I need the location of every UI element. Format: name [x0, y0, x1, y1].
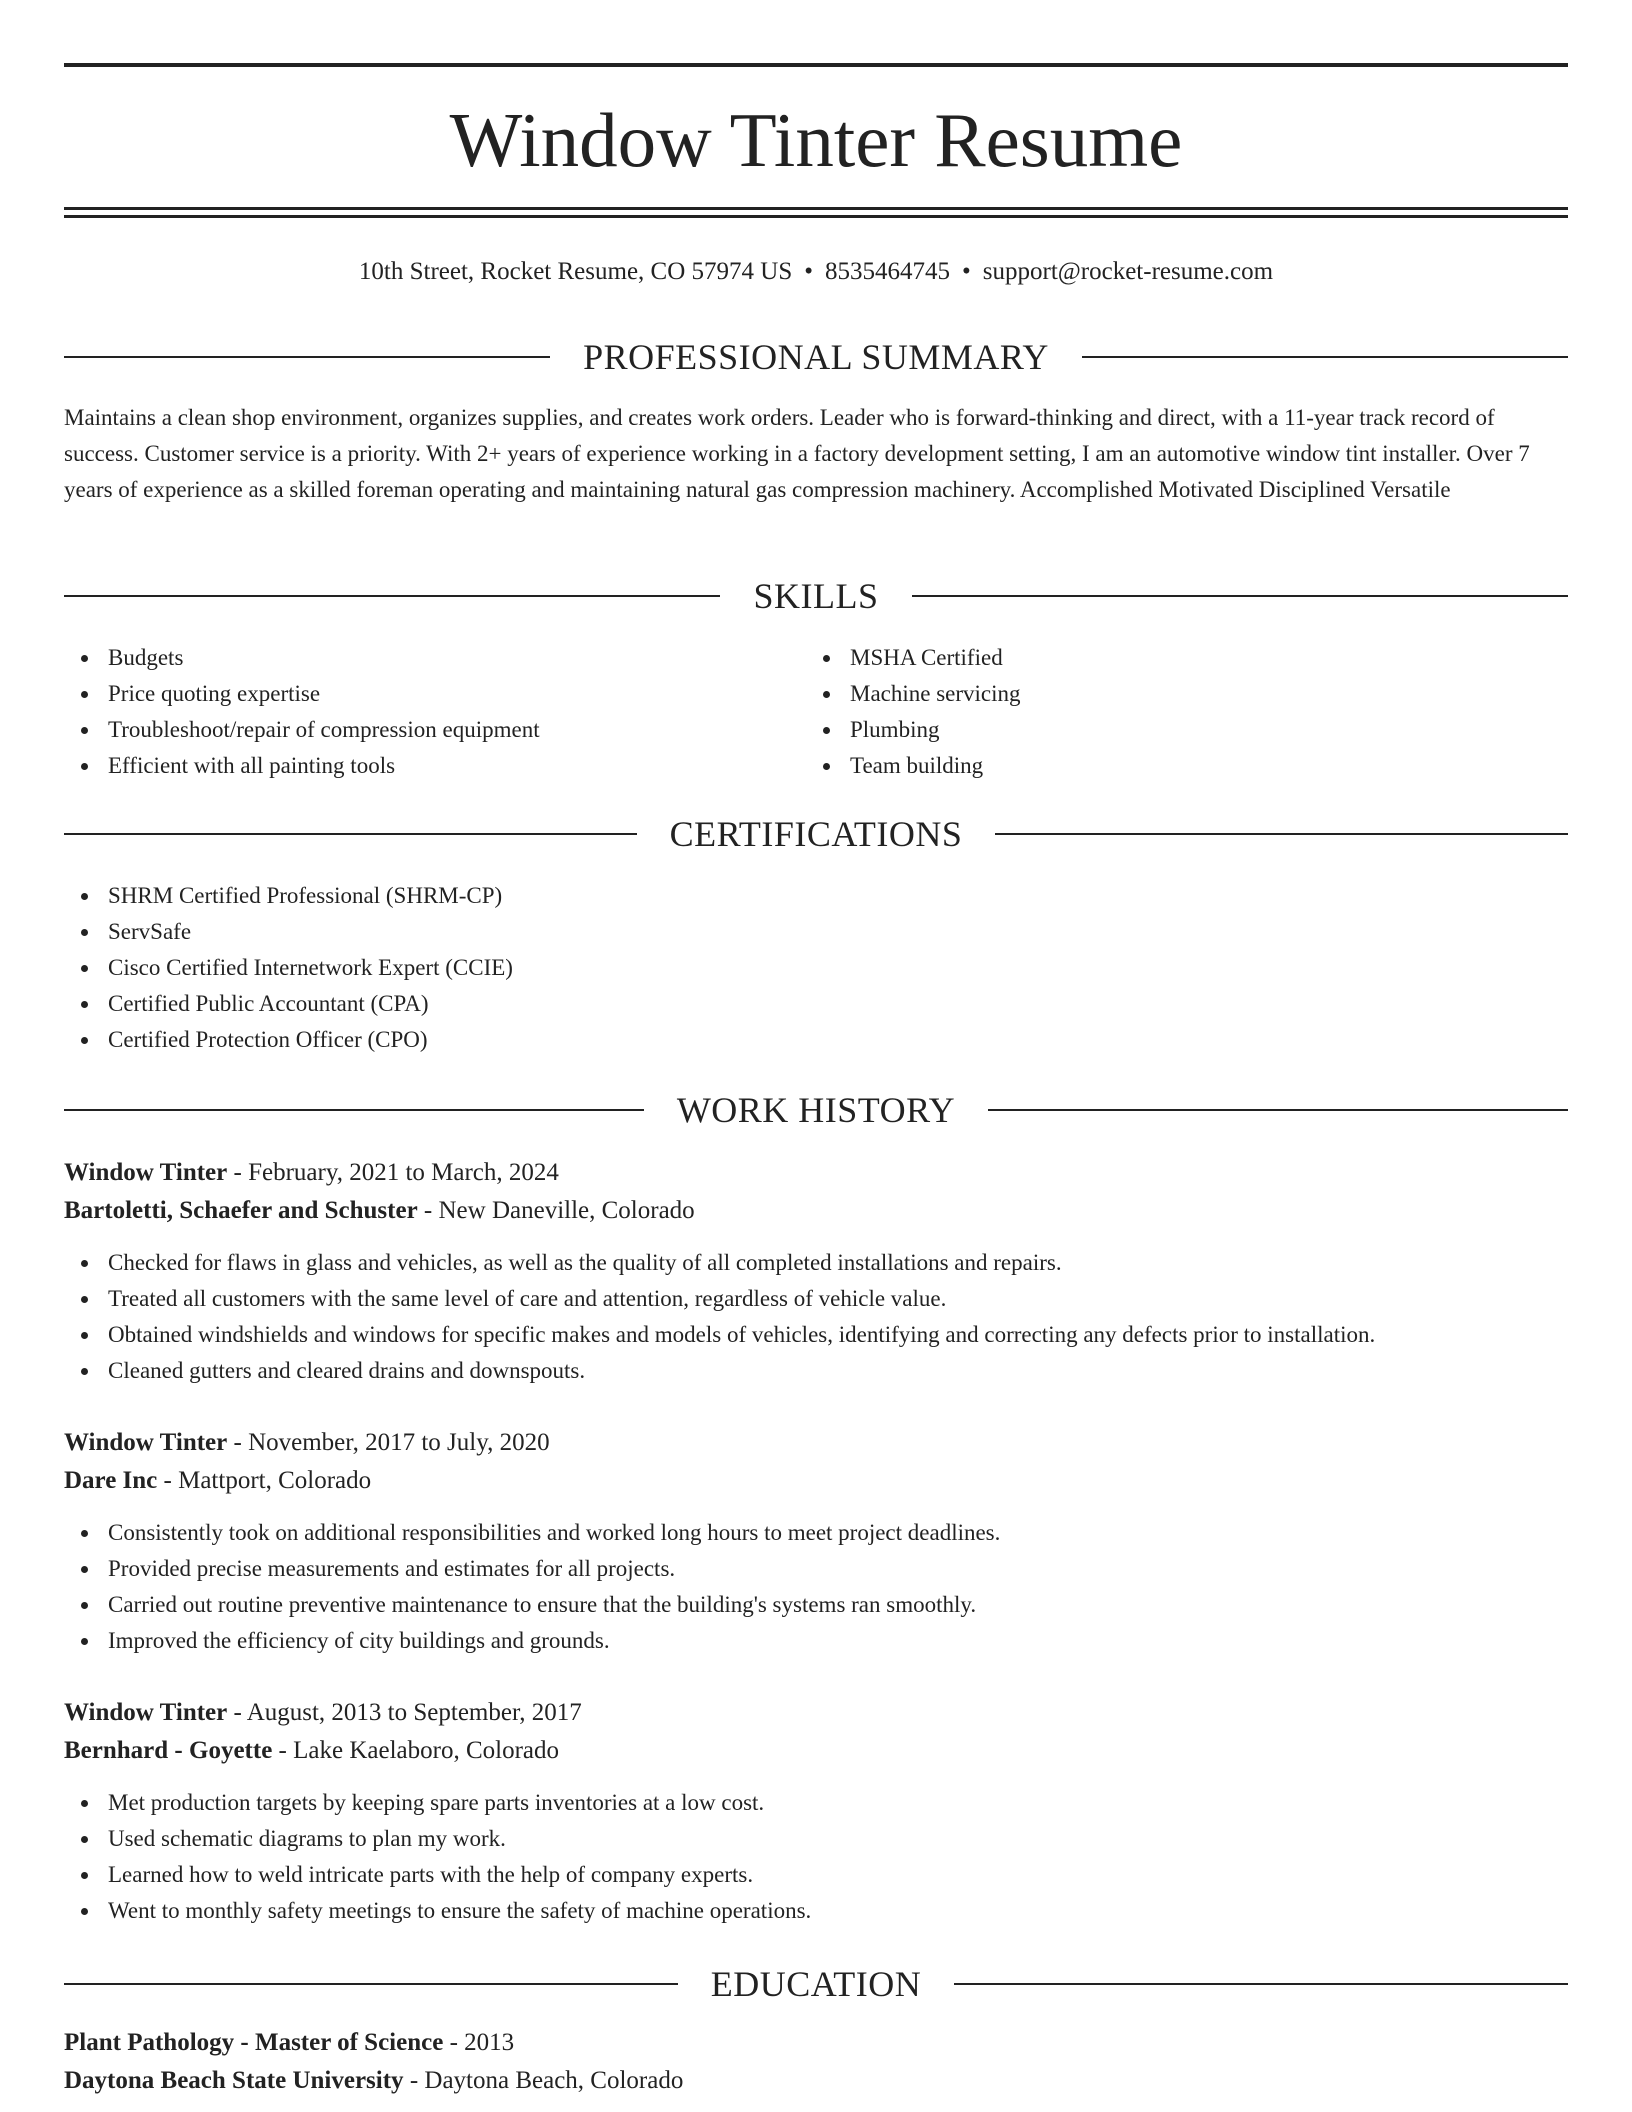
skills-list-left [64, 640, 764, 784]
job-entry [64, 1154, 1568, 1389]
job-company-line [64, 1732, 1568, 1770]
job-title-line [64, 1694, 1568, 1732]
job-entry [64, 1694, 1568, 1929]
job-dates: - February, 2021 to March, 2024 [227, 1159, 559, 1186]
job-title: Window Tinter [64, 1429, 228, 1456]
job-bullets [64, 1785, 1568, 1929]
job-company-line [64, 1462, 1568, 1500]
resume-title: Window Tinter Resume [449, 97, 1183, 183]
contact-separator: • [804, 258, 813, 285]
job-company: Dare Inc [64, 1467, 158, 1494]
certification-item: Certified Protection Officer (CPO) [64, 1022, 1568, 1058]
skill-item: Machine servicing [806, 676, 1506, 712]
job-title-line [64, 1154, 1568, 1192]
certification-item: Cisco Certified Internetwork Expert (CCIE) [64, 950, 1568, 986]
certification-item: Certified Public Accountant (CPA) [64, 986, 1568, 1022]
top-rule [64, 63, 1568, 67]
skill-item: Plumbing [806, 712, 1506, 748]
section-header-certifications [64, 812, 1568, 856]
certification-item: ServSafe [64, 914, 1568, 950]
job-bullet: Provided precise measurements and estimates for all projects. [64, 1551, 1568, 1587]
section-title-certifications: CERTIFICATIONS [637, 814, 996, 854]
job-company: Bartoletti, Schaefer and Schuster [64, 1197, 418, 1224]
education-entry [64, 2024, 1568, 2100]
certifications-list [64, 878, 1568, 1058]
job-location: - Lake Kaelaboro, Colorado [272, 1737, 559, 1764]
certification-item: SHRM Certified Professional (SHRM-CP) [64, 878, 1568, 914]
job-bullet: Used schematic diagrams to plan my work. [64, 1821, 1568, 1857]
job-bullet: Carried out routine preventive maintenance to ensure that the building's systems ran smoothly. [64, 1587, 1568, 1623]
skill-item: Troubleshoot/repair of compression equipment [64, 712, 764, 748]
section-title-work-history: WORK HISTORY [644, 1090, 988, 1130]
job-entry [64, 1424, 1568, 1659]
title-double-rule-upper [64, 207, 1568, 210]
skill-item: Team building [806, 748, 1506, 784]
skill-item: Budgets [64, 640, 764, 676]
title-double-rule-lower [64, 215, 1568, 218]
job-bullet: Consistently took on additional responsibilities and worked long hours to meet project deadlines. [64, 1515, 1568, 1551]
skill-item: MSHA Certified [806, 640, 1506, 676]
job-company: Bernhard - Goyette [64, 1737, 273, 1764]
section-title-education: EDUCATION [678, 1964, 954, 2004]
education-location: - Daytona Beach, Colorado [403, 2067, 684, 2094]
contact-email: support@rocket-resume.com [982, 258, 1274, 285]
skill-item: Efficient with all painting tools [64, 748, 764, 784]
job-bullet: Treated all customers with the same level of care and attention, regardless of vehicle value. [64, 1281, 1568, 1317]
job-bullet: Went to monthly safety meetings to ensure the safety of machine operations. [64, 1893, 1568, 1929]
job-location: - Mattport, Colorado [157, 1467, 372, 1494]
job-dates: - November, 2017 to July, 2020 [227, 1429, 550, 1456]
contact-line [64, 254, 1568, 290]
job-bullet: Improved the efficiency of city buildings and grounds. [64, 1623, 1568, 1659]
section-header-skills [64, 574, 1568, 618]
job-bullets [64, 1515, 1568, 1659]
skills-list-right [806, 640, 1506, 784]
education-school: Daytona Beach State University [64, 2067, 404, 2094]
education-year: - 2013 [443, 2029, 515, 2056]
job-bullet: Checked for flaws in glass and vehicles, as well as the quality of all completed installations and repairs. [64, 1245, 1568, 1281]
job-bullet: Cleaned gutters and cleared drains and downspouts. [64, 1353, 1568, 1389]
section-header-summary [64, 335, 1568, 379]
job-title-line [64, 1424, 1568, 1462]
section-title-summary: PROFESSIONAL SUMMARY [550, 337, 1082, 377]
job-location: - New Daneville, Colorado [417, 1197, 695, 1224]
job-bullet: Obtained windshields and windows for specific makes and models of vehicles, identifying and correcting any defects prior to installation. [64, 1317, 1568, 1353]
education-degree-line [64, 2024, 1568, 2062]
contact-separator: • [962, 258, 971, 285]
job-company-line [64, 1192, 1568, 1230]
job-title: Window Tinter [64, 1159, 228, 1186]
education-school-line [64, 2062, 1568, 2100]
section-header-education [64, 1962, 1568, 2006]
summary-text: Maintains a clean shop environment, organizes supplies, and creates work orders. Leader who is forward-thinking and direct, with a 11-year track record of success. Customer service is a priority. With 2+ years of experience working in a factory development setting, I am an automotive window tint installer. Over 7 years of experience as a skilled foreman operating and maintaining natural gas compression machinery. Accomplished Motivated Disciplined Versatile [64, 405, 1530, 502]
job-bullet: Met production targets by keeping spare parts inventories at a low cost. [64, 1785, 1568, 1821]
job-dates: - August, 2013 to September, 2017 [227, 1699, 582, 1726]
job-title: Window Tinter [64, 1699, 228, 1726]
section-header-work-history [64, 1088, 1568, 1132]
job-bullet: Learned how to weld intricate parts with the help of company experts. [64, 1857, 1568, 1893]
education-degree: Plant Pathology - Master of Science [64, 2029, 444, 2056]
job-bullets [64, 1245, 1568, 1389]
section-title-skills: SKILLS [720, 576, 911, 616]
skill-item: Price quoting expertise [64, 676, 764, 712]
contact-address: 10th Street, Rocket Resume, CO 57974 US [358, 258, 793, 285]
contact-phone: 8535464745 [825, 258, 950, 285]
